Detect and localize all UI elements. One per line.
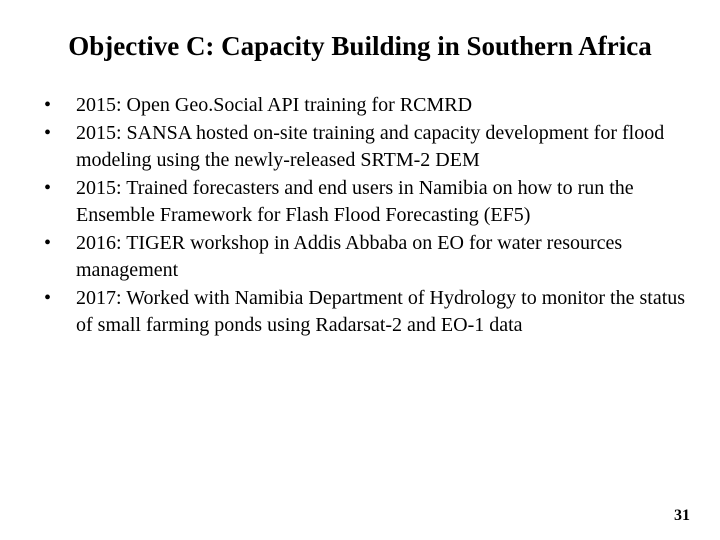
bullet-text-1: 2015: Open Geo.Social API training for RCMRD [76, 94, 473, 116]
page-number: 31 [674, 507, 690, 524]
bullet-text-4: 2016: TIGER workshop in Addis Abbaba on EO for water resources management [76, 231, 623, 281]
bullet-item-1 [42, 92, 692, 120]
bullet-list [42, 92, 692, 340]
bullet-item-3 [42, 175, 692, 230]
bullet-item-4 [42, 230, 692, 285]
bullet-item-5 [42, 285, 692, 340]
bullet-icon: • [44, 94, 52, 116]
bullet-icon: • [44, 286, 52, 309]
bullet-text-2: 2015: SANSA hosted on-site training and capacity development for flood modeling using the newly-released SRTM-2 DEM [76, 121, 665, 171]
slide-title: Objective C: Capacity Building in Southern Africa [68, 31, 652, 61]
bullet-icon: • [44, 231, 52, 254]
bullet-icon: • [44, 176, 52, 199]
bullet-item-2 [42, 120, 692, 175]
bullet-text-5: 2017: Worked with Namibia Department of Hydrology to monitor the status of small farming ponds using Radarsat-2 and EO-1 data [76, 286, 686, 336]
bullet-text-3: 2015: Trained forecasters and end users in Namibia on how to run the Ensemble Framework for Flash Flood Forecasting (EF5) [76, 176, 634, 226]
bullet-icon: • [44, 121, 52, 144]
